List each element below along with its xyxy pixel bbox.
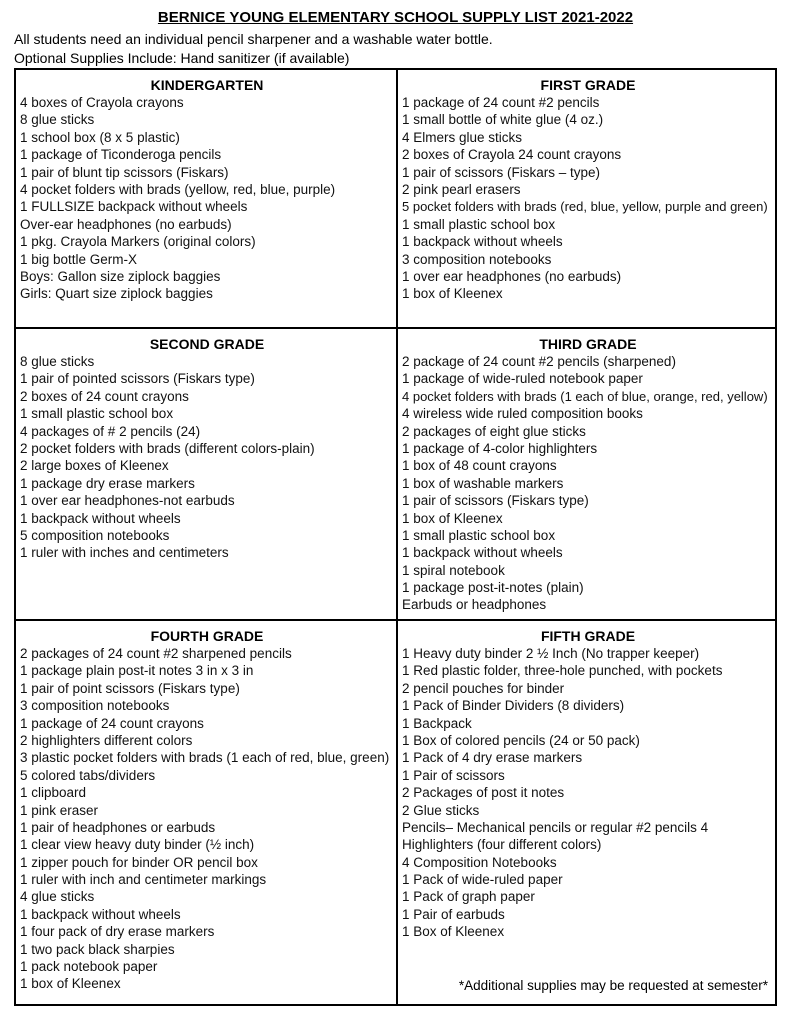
supply-item: 1 package of 24 count crayons <box>20 715 204 731</box>
supply-item: 1 backpack without wheels <box>20 510 181 526</box>
supply-item: 2 Packages of post it notes <box>402 785 565 801</box>
page-title: BERNICE YOUNG ELEMENTARY SCHOOL SUPPLY LIST 2021-2022 <box>157 9 634 26</box>
supply-item: 1 pair of point scissors (Fiskars type) <box>20 680 240 696</box>
supply-item: 1 backpack without wheels <box>20 906 181 922</box>
row-divider-2 <box>16 619 775 621</box>
first-grade-section <box>402 77 774 303</box>
supply-item: 2 packages of 24 count #2 sharpened pencils <box>20 646 292 661</box>
section-heading: FIRST GRADE <box>540 77 636 93</box>
row-divider-1 <box>16 327 775 329</box>
supply-list <box>402 94 774 303</box>
supply-item: 1 Backpack <box>402 715 472 731</box>
supply-item: 2 package of 24 count #2 pencils (sharpened) <box>402 354 676 369</box>
supply-item: 1 pink eraser <box>20 802 99 818</box>
section-heading: SECOND GRADE <box>149 336 265 352</box>
supply-item: 1 Heavy duty binder 2 ½ Inch (No trapper keeper) <box>402 646 700 661</box>
supply-item: 1 ruler with inch and centimeter markings <box>20 872 267 888</box>
supply-list <box>402 645 774 941</box>
section-heading: THIRD GRADE <box>539 336 637 352</box>
supply-item: 1 Pair of earbuds <box>402 906 505 922</box>
supply-item: 3 composition notebooks <box>402 251 552 267</box>
supply-item: 1 pair of headphones or earbuds <box>20 819 216 835</box>
supply-item: 1 four pack of dry erase markers <box>20 924 215 940</box>
supply-item: Earbuds or headphones <box>402 597 547 613</box>
third-grade-section <box>402 336 774 614</box>
supply-item: 1 big bottle Germ-X <box>20 251 138 267</box>
fifth-grade-section <box>402 628 774 1001</box>
supply-item: 1 clear view heavy duty binder (½ inch) <box>20 837 255 853</box>
supply-item: 1 package plain post-it notes 3 in x 3 in <box>20 663 254 679</box>
supply-item: 5 composition notebooks <box>20 527 170 543</box>
supply-item: 1 clipboard <box>20 785 87 801</box>
supply-item: 8 glue sticks <box>20 112 95 128</box>
supply-item: 1 small plastic school box <box>402 527 556 543</box>
supply-item: 1 backpack without wheels <box>402 545 563 561</box>
supply-item: 1 ruler with inches and centimeters <box>20 545 229 561</box>
supply-item: 1 package of 4-color highlighters <box>402 440 598 456</box>
supply-item: 1 small plastic school box <box>20 406 174 422</box>
supply-item: 4 packages of # 2 pencils (24) <box>20 423 201 439</box>
supply-item: 2 large boxes of Kleenex <box>20 458 169 474</box>
supply-item: 5 pocket folders with brads (red, blue, yellow, purple and green) <box>402 199 768 215</box>
supply-item: 1 package dry erase markers <box>20 475 195 491</box>
supply-item: 1 two pack black sharpies <box>20 941 175 957</box>
supply-item: 5 colored tabs/dividers <box>20 767 156 783</box>
supply-item: 1 Box of colored pencils (24 or 50 pack) <box>402 732 640 748</box>
supply-item: 1 package of Ticonderoga pencils <box>20 147 222 163</box>
supply-item: 1 package of 24 count #2 pencils <box>402 95 600 110</box>
supply-item: 1 pkg. Crayola Markers (original colors) <box>20 234 256 250</box>
supply-item: 4 wireless wide ruled composition books <box>402 406 643 422</box>
supply-item: 1 pair of scissors (Fiskars – type) <box>402 164 601 180</box>
supply-item: 1 package post-it-notes (plain) <box>402 580 584 596</box>
supply-list <box>20 94 394 303</box>
supply-item: 4 Composition Notebooks <box>402 854 557 870</box>
supply-list <box>402 353 774 614</box>
supply-item: 3 composition notebooks <box>20 698 170 714</box>
intro-line-2: Optional Supplies Include: Hand sanitizer (if available) <box>14 50 350 66</box>
supply-item: Boys: Gallon size ziplock baggies <box>20 268 221 284</box>
supply-item: 3 plastic pocket folders with brads (1 each of red, blue, green) <box>20 750 390 766</box>
supply-item: 1 spiral notebook <box>402 562 505 578</box>
section-heading: KINDERGARTEN <box>150 77 264 93</box>
semester-note: *Additional supplies may be requested at semester* <box>458 978 768 993</box>
supply-item: 4 glue sticks <box>20 889 95 905</box>
supply-item: 2 highlighters different colors <box>20 732 193 748</box>
supply-item: 4 pocket folders with brads (yellow, red, blue, purple) <box>20 181 336 197</box>
supply-item: 1 Pack of 4 dry erase markers <box>402 750 583 766</box>
supply-item: Girls: Quart size ziplock baggies <box>20 286 213 302</box>
supply-item: 1 box of Kleenex <box>402 510 503 526</box>
supply-item: 1 box of Kleenex <box>402 286 503 302</box>
supply-item: 4 pocket folders with brads (1 each of blue, orange, red, yellow) <box>402 388 768 404</box>
supply-item: 4 boxes of Crayola crayons <box>20 95 184 110</box>
fourth-grade-section <box>20 628 394 993</box>
supply-item: 2 packages of eight glue sticks <box>402 423 586 439</box>
supply-item: 4 Elmers glue sticks <box>402 129 523 145</box>
supply-item: 1 pair of pointed scissors (Fiskars type) <box>20 371 255 387</box>
second-grade-section <box>20 336 394 562</box>
supply-item: 1 small plastic school box <box>402 216 556 232</box>
supply-item: 1 over ear headphones (no earbuds) <box>402 268 622 284</box>
supply-item: 1 pair of scissors (Fiskars type) <box>402 493 589 509</box>
supply-item: 2 pencil pouches for binder <box>402 680 565 696</box>
supply-item: 1 Red plastic folder, three-hole punched, with pockets <box>402 663 723 679</box>
supply-item: 1 pair of blunt tip scissors (Fiskars) <box>20 164 229 180</box>
supply-item: 2 pocket folders with brads (different colors-plain) <box>20 440 315 456</box>
supply-item: 1 FULLSIZE backpack without wheels <box>20 199 248 215</box>
kindergarten-section <box>20 77 394 303</box>
supply-list <box>20 353 394 562</box>
intro-line-1: All students need an individual pencil sharpener and a washable water bottle. <box>14 31 493 47</box>
supply-grid <box>14 68 777 1006</box>
supply-item: 1 Pack of graph paper <box>402 889 535 905</box>
supply-item: 1 Pack of Binder Dividers (8 dividers) <box>402 698 625 714</box>
supply-item: 2 pink pearl erasers <box>402 181 521 197</box>
supply-item: 1 over ear headphones-not earbuds <box>20 493 235 509</box>
supply-item: 1 Pack of wide-ruled paper <box>402 872 563 888</box>
supply-item: 1 box of Kleenex <box>20 976 121 992</box>
supply-item: 2 Glue sticks <box>402 802 480 818</box>
supply-item: 1 small bottle of white glue (4 oz.) <box>402 112 604 128</box>
supply-item: Over-ear headphones (no earbuds) <box>20 216 232 232</box>
supply-item: Pencils– Mechanical pencils or regular #2 pencils 4 <box>402 819 709 835</box>
supply-item: 1 box of 48 count crayons <box>402 458 557 474</box>
supply-item: 1 school box (8 x 5 plastic) <box>20 129 180 145</box>
section-heading: FOURTH GRADE <box>150 628 264 644</box>
supply-item: 1 Box of Kleenex <box>402 924 505 940</box>
section-heading: FIFTH GRADE <box>540 628 636 644</box>
supply-item: 8 glue sticks <box>20 354 95 369</box>
supply-item: 2 boxes of 24 count crayons <box>20 388 189 404</box>
supply-list <box>20 645 394 993</box>
supply-item: 1 backpack without wheels <box>402 234 563 250</box>
supply-item: 1 Pair of scissors <box>402 767 505 783</box>
supply-item: 1 pack notebook paper <box>20 959 158 975</box>
supply-item: 2 boxes of Crayola 24 count crayons <box>402 147 622 163</box>
column-divider <box>396 70 398 1004</box>
supply-item: 1 zipper pouch for binder OR pencil box <box>20 854 258 870</box>
supply-item: 1 package of wide-ruled notebook paper <box>402 371 643 387</box>
supply-item: 1 box of washable markers <box>402 475 564 491</box>
supply-item: Highlighters (four different colors) <box>402 837 602 853</box>
